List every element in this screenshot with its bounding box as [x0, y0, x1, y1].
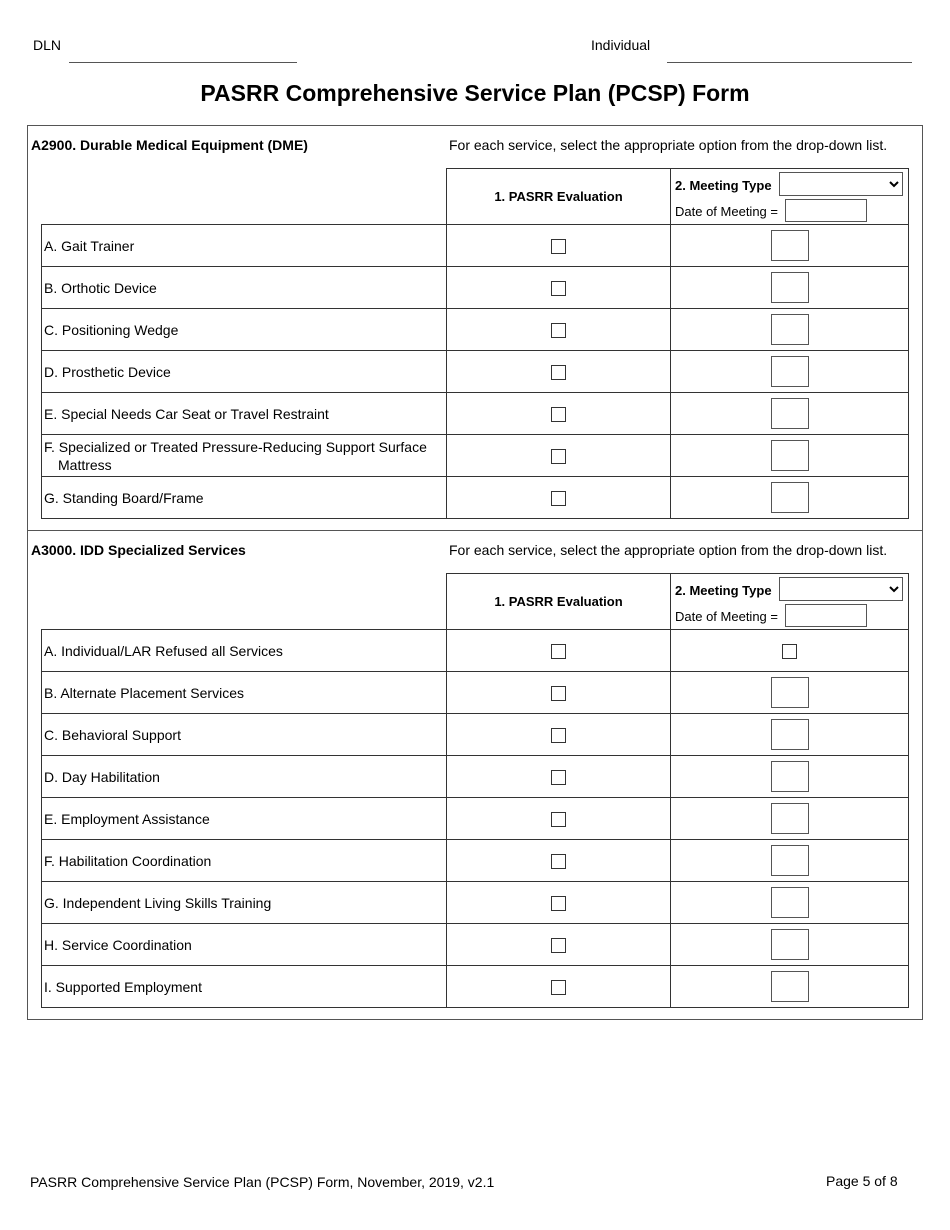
footer-page-number: Page 5 of 8	[826, 1173, 898, 1189]
section-instruction: For each service, select the appropriate option from the drop-down list.	[449, 542, 888, 558]
table-row	[42, 630, 909, 672]
evaluation-checkbox[interactable]	[551, 407, 566, 422]
evaluation-checkbox[interactable]	[551, 896, 566, 911]
evaluation-checkbox[interactable]	[551, 239, 566, 254]
meeting-type-label: 2. Meeting Type	[675, 583, 772, 598]
section-idd	[27, 530, 923, 1020]
evaluation-checkbox[interactable]	[551, 449, 566, 464]
section-title: A3000. IDD Specialized Services	[31, 542, 246, 558]
table-row	[42, 435, 909, 477]
section-dme	[27, 125, 923, 531]
service-label: B. Orthotic Device	[44, 279, 157, 296]
table-row	[42, 267, 909, 309]
individual-input[interactable]	[668, 34, 910, 60]
meeting-dropdown[interactable]	[771, 356, 809, 387]
service-label: C. Positioning Wedge	[44, 321, 179, 338]
individual-underline	[667, 62, 912, 63]
meeting-dropdown[interactable]	[771, 971, 809, 1002]
date-of-meeting-label: Date of Meeting =	[675, 609, 778, 624]
table-header-row	[42, 574, 909, 630]
header-blank	[42, 169, 447, 225]
table-row	[42, 225, 909, 267]
dln-underline	[69, 62, 297, 63]
evaluation-checkbox[interactable]	[551, 770, 566, 785]
evaluation-checkbox[interactable]	[551, 938, 566, 953]
evaluation-checkbox[interactable]	[551, 644, 566, 659]
evaluation-checkbox[interactable]	[551, 728, 566, 743]
meeting-type-select[interactable]	[779, 577, 903, 601]
evaluation-header: 1. PASRR Evaluation	[447, 169, 671, 225]
meeting-dropdown[interactable]	[771, 272, 809, 303]
header-blank	[42, 574, 447, 630]
evaluation-header: 1. PASRR Evaluation	[447, 574, 671, 630]
service-label: B. Alternate Placement Services	[44, 684, 244, 701]
dln-label: DLN	[33, 37, 62, 53]
evaluation-checkbox[interactable]	[551, 686, 566, 701]
service-label: I. Supported Employment	[44, 978, 202, 995]
table-row	[42, 924, 909, 966]
service-label: A. Gait Trainer	[44, 237, 135, 254]
evaluation-checkbox[interactable]	[551, 812, 566, 827]
meeting-dropdown[interactable]	[771, 887, 809, 918]
table-row	[42, 393, 909, 435]
service-label: F. Habilitation Coordination	[44, 852, 212, 869]
meeting-dropdown[interactable]	[771, 398, 809, 429]
service-label: C. Behavioral Support	[44, 726, 181, 743]
idd-table	[41, 573, 909, 1008]
service-label: G. Standing Board/Frame	[44, 489, 204, 506]
service-label: E. Employment Assistance	[44, 810, 210, 827]
individual-label: Individual	[591, 37, 651, 53]
meeting-dropdown[interactable]	[771, 761, 809, 792]
table-row	[42, 477, 909, 519]
table-header-row	[42, 169, 909, 225]
table-row	[42, 882, 909, 924]
service-label: E. Special Needs Car Seat or Travel Restraint	[44, 405, 329, 422]
service-label: A. Individual/LAR Refused all Services	[44, 642, 283, 659]
evaluation-checkbox[interactable]	[551, 491, 566, 506]
meeting-type-label: 2. Meeting Type	[675, 178, 772, 193]
table-row	[42, 672, 909, 714]
table-row	[42, 966, 909, 1008]
meeting-dropdown[interactable]	[771, 677, 809, 708]
footer-form-name: PASRR Comprehensive Service Plan (PCSP) Form, November, 2019, v2.1	[30, 1174, 495, 1190]
meeting-dropdown[interactable]	[771, 230, 809, 261]
meeting-dropdown[interactable]	[771, 719, 809, 750]
service-label: F. Specialized or Treated Pressure-Reducing Support Surface Mattress	[44, 438, 427, 473]
service-label: H. Service Coordination	[44, 936, 192, 953]
table-row	[42, 351, 909, 393]
service-label: D. Prosthetic Device	[44, 363, 171, 380]
date-of-meeting-input[interactable]	[785, 199, 867, 222]
table-row	[42, 840, 909, 882]
evaluation-checkbox[interactable]	[551, 323, 566, 338]
dln-input[interactable]	[70, 34, 296, 60]
dme-table	[41, 168, 909, 519]
service-label: G. Independent Living Skills Training	[44, 894, 272, 911]
refused-checkbox[interactable]	[782, 644, 797, 659]
date-of-meeting-input[interactable]	[785, 604, 867, 627]
evaluation-checkbox[interactable]	[551, 854, 566, 869]
meeting-header	[671, 169, 909, 225]
service-label: D. Day Habilitation	[44, 768, 160, 785]
table-row	[42, 756, 909, 798]
table-row	[42, 714, 909, 756]
meeting-header	[671, 574, 909, 630]
meeting-dropdown[interactable]	[771, 803, 809, 834]
date-of-meeting-label: Date of Meeting =	[675, 204, 778, 219]
table-row	[42, 798, 909, 840]
evaluation-checkbox[interactable]	[551, 281, 566, 296]
meeting-dropdown[interactable]	[771, 929, 809, 960]
evaluation-checkbox[interactable]	[551, 980, 566, 995]
page-title: PASRR Comprehensive Service Plan (PCSP) Form	[200, 80, 750, 106]
meeting-dropdown[interactable]	[771, 845, 809, 876]
section-title: A2900. Durable Medical Equipment (DME)	[31, 137, 308, 153]
meeting-dropdown[interactable]	[771, 440, 809, 471]
meeting-type-select[interactable]	[779, 172, 903, 196]
meeting-dropdown[interactable]	[771, 314, 809, 345]
table-row	[42, 309, 909, 351]
section-instruction: For each service, select the appropriate option from the drop-down list.	[449, 137, 888, 153]
meeting-dropdown[interactable]	[771, 482, 809, 513]
evaluation-checkbox[interactable]	[551, 365, 566, 380]
